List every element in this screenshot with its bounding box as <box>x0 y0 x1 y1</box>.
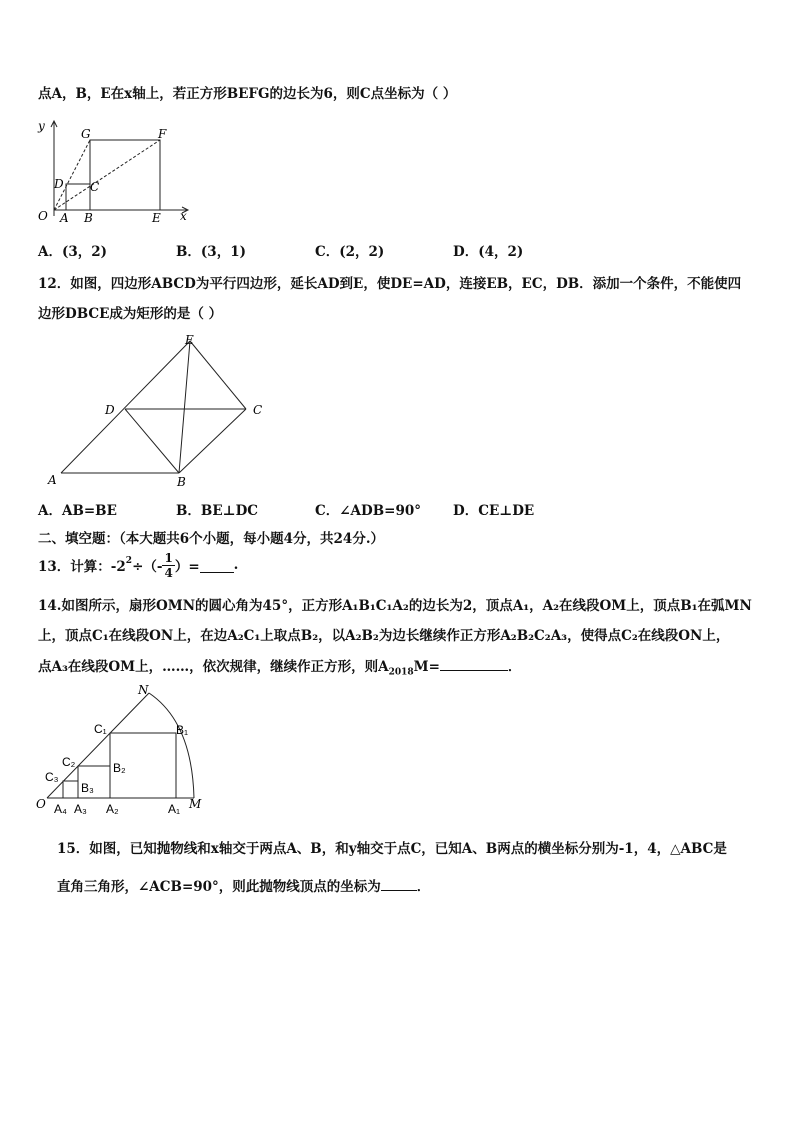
q14-label-c3: C₃ <box>45 770 59 784</box>
q11-label-b: B <box>84 211 93 225</box>
q11-label-y: y <box>38 119 45 133</box>
q14-label-n: N <box>138 683 149 697</box>
q11-label-x: x <box>180 209 187 223</box>
q11-label-d: D <box>54 177 64 191</box>
q15-line2-prefix: 直角三角形，∠ACB=90°，则此抛物线顶点的坐标为 <box>57 879 381 895</box>
q11-option-b[interactable]: B．(3，1) <box>176 244 246 260</box>
q11-label-c: C <box>90 180 100 194</box>
q12-option-c[interactable]: C．∠ADB=90° <box>315 503 421 519</box>
q11-option-c[interactable]: C．(2，2) <box>315 244 385 260</box>
section-heading: 二、填空题：（本大题共6个小题，每小题4分，共24分.） <box>38 531 385 547</box>
q14-answer-blank[interactable] <box>440 656 508 671</box>
q11-option-d[interactable]: D．(4，2) <box>453 244 524 260</box>
q15-line1: 15．如图，已知抛物线和x轴交于两点A、B，和y轴交于点C，已知A、B两点的横坐标分别为-1，4，△ABC是 <box>57 841 727 857</box>
q12-option-b[interactable]: B．BE⊥DC <box>176 503 259 519</box>
q14-figure <box>34 682 224 817</box>
q13-mid: ÷（- <box>132 559 163 575</box>
q14-line3-end: ． <box>507 659 522 675</box>
q12-label-a: A <box>48 473 57 487</box>
q14-line3-mid: M= <box>413 659 440 675</box>
q14-label-b2: B₂ <box>113 761 126 775</box>
q14-label-a3: A₃ <box>74 802 87 816</box>
q14-label-c1: C₁ <box>94 722 107 736</box>
q11-dashed-of <box>54 140 160 210</box>
q11-stem: 点A，B，E在x轴上，若正方形BEFG的边长为6，则C点坐标为（ ） <box>38 86 457 102</box>
q12-stem-line1: 12．如图，四边形ABCD为平行四边形，延长AD到E，使DE=AD，连接EB，EC，DB．添加一个条件，不能使四 <box>38 276 742 292</box>
q12-stem-line2: 边形DBCE成为矩形的是（ ） <box>38 306 223 322</box>
q14-subscript: 2018 <box>388 667 414 678</box>
q14-label-b1: B₁ <box>176 723 189 737</box>
q13-denominator: 4 <box>164 565 173 580</box>
q11-label-a: A <box>60 211 69 225</box>
q15-answer-blank[interactable] <box>381 876 417 891</box>
q15-line2 <box>57 875 430 895</box>
q13-numerator: 1 <box>164 550 173 565</box>
q12-label-b: B <box>177 475 186 489</box>
q13-answer-blank[interactable] <box>200 558 234 573</box>
q12-figure <box>45 332 285 492</box>
q14-label-o: O <box>36 797 46 811</box>
q11-label-e: E <box>152 211 161 225</box>
q13-end: . <box>233 557 239 573</box>
q11-dashed-og <box>54 140 90 210</box>
q11-label-o: O <box>38 209 48 223</box>
q14-label-b3: B₃ <box>81 781 94 795</box>
q14-line3-prefix: 点A₃在线段OM上，……，依次规律，继续作正方形，则A <box>38 659 389 675</box>
q11-label-f: F <box>158 127 167 141</box>
q12-label-e: E <box>185 333 194 347</box>
q12-option-d[interactable]: D．CE⊥DE <box>453 503 535 519</box>
q13 <box>38 548 238 582</box>
q12-option-a[interactable]: A．AB=BE <box>38 503 117 519</box>
q15-line2-end: ． <box>416 879 431 895</box>
q14-line1: 14.如图所示，扇形OMN的圆心角为45°，正方形A₁B₁C₁A₂的边长为2，顶点A₁，A₂在线段OM上，顶点B₁在弧MN <box>38 598 752 614</box>
q11-square-abcd <box>66 184 90 210</box>
q14-label-c2: C₂ <box>62 755 76 769</box>
q13-suffix: ）= <box>174 559 200 575</box>
q13-exponent: 2 <box>125 556 133 566</box>
q14-label-m: M <box>189 797 202 811</box>
q14-line2: 上，顶点C₁在线段ON上，在边A₂C₁上取点B₂，以A₂B₂为边长继续作正方形A₂B₂C₂A₃，使得点C₂在线段ON上， <box>38 628 730 644</box>
q13-prefix: 13．计算：-2 <box>38 559 126 575</box>
q11-label-g: G <box>81 127 91 141</box>
q13-fraction <box>162 551 174 580</box>
q11-square-befg <box>90 140 160 210</box>
q14-label-a2: A₂ <box>106 802 119 816</box>
q12-label-d: D <box>105 403 115 417</box>
q12-label-c: C <box>253 403 263 417</box>
q14-label-a1: A₁ <box>168 802 181 816</box>
q11-option-a[interactable]: A．(3，2) <box>38 244 108 260</box>
q14-label-a4: A₄ <box>54 802 67 816</box>
q11-figure <box>30 118 190 228</box>
q14-line3 <box>38 655 521 678</box>
